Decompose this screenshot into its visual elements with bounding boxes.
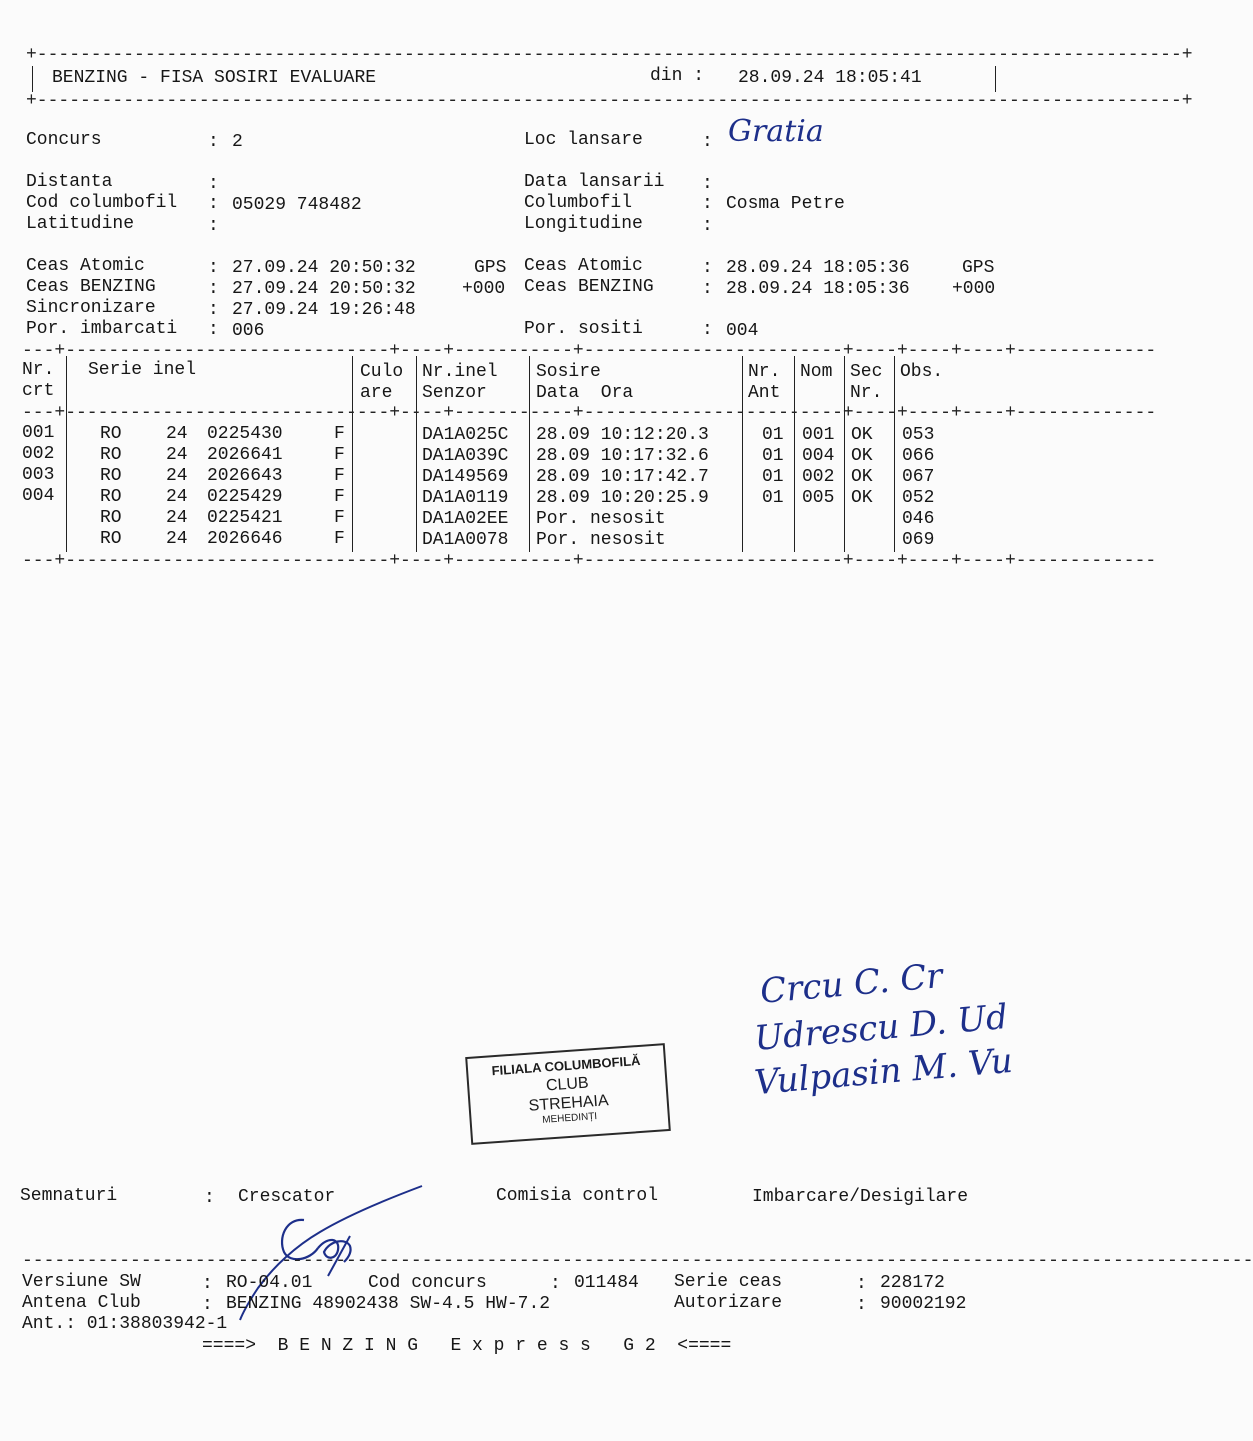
ceas-atomic-end-colon: :: [702, 258, 713, 278]
table-row-ring: 2026643: [207, 466, 283, 486]
table-row-ring: 0225429: [207, 487, 283, 507]
table-row-sensor: DA149569: [422, 467, 509, 487]
table-row-obs: 046: [902, 509, 935, 529]
cod-concurs-colon: :: [550, 1274, 561, 1294]
semnaturi-colon: :: [204, 1188, 215, 1208]
table-row-sex: F: [334, 466, 345, 486]
antena-club-value: BENZING 48902438 SW-4.5 HW-7.2: [226, 1294, 551, 1314]
header-top-border: +----------------------------------------------------------------------------------------------------------+: [26, 45, 1193, 65]
table-row-obs: 053: [902, 425, 935, 445]
concurs-colon: :: [208, 132, 219, 152]
handwritten-name-1: Crcu C. Cr: [758, 956, 945, 1012]
table-row-sec: OK: [851, 467, 873, 487]
versiune-sw-value: RO-04.01: [226, 1273, 313, 1293]
ceas-benzing-end-extra: +000: [952, 279, 996, 299]
table-row-obs: 066: [902, 446, 935, 466]
table-header-border: ---+------------------------------+----+-----------+------------------------+----+----+----+-------------: [22, 403, 1157, 423]
header-nr-inel: Nr.inel: [422, 362, 498, 382]
col-divider-nom: [844, 356, 845, 552]
header-sec-nr: Nr.: [850, 383, 883, 403]
ant-line: Ant.: 01:38803942-1: [22, 1314, 228, 1334]
stamp-line-1: FILIALA COLUMBOFILĂ: [491, 1052, 641, 1079]
ceas-benzing-end-colon: :: [702, 279, 713, 299]
stamp-line-4: MEHEDINȚI: [541, 1111, 598, 1126]
concurs-label: Concurs: [26, 130, 102, 150]
por-sositi-label: Por. sositi: [524, 319, 643, 339]
table-row-obs: 052: [902, 488, 935, 508]
por-sositi-colon: :: [702, 320, 713, 340]
table-row-sosire: 28.09 10:12:20.3: [536, 425, 709, 445]
concurs-value: 2: [232, 132, 243, 152]
por-imbarcati-value: 006: [232, 321, 265, 341]
table-row-sec: OK: [851, 488, 873, 508]
table-row-sec: OK: [851, 446, 873, 466]
serie-ceas-value: 228172: [880, 1273, 945, 1293]
stamp-line-2: CLUB: [545, 1074, 590, 1095]
table-bottom-border: ---+------------------------------+----+-----------+------------------------+----+----+----+-------------: [22, 551, 1157, 571]
columbofil-value: Cosma Petre: [726, 194, 845, 214]
col-divider-sensor: [529, 356, 530, 552]
imbarcare-label: Imbarcare/Desigilare: [752, 1187, 969, 1207]
comisia-control-label: Comisia control: [496, 1186, 659, 1206]
sincronizare-colon: :: [208, 300, 219, 320]
table-row-sosire: 28.09 10:17:32.6: [536, 446, 709, 466]
ceas-atomic-end-extra: GPS: [962, 258, 995, 278]
table-row-ant: 01: [762, 467, 784, 487]
table-row-country: RO: [100, 508, 122, 528]
header-crt: crt: [22, 381, 55, 401]
ceas-benzing-end-value: 28.09.24 18:05:36: [726, 279, 910, 299]
table-row-sosire: 28.09 10:20:25.9: [536, 488, 709, 508]
antena-club-label: Antena Club: [22, 1293, 141, 1313]
document-title: BENZING - FISA SOSIRI EVALUARE: [52, 68, 377, 88]
header-data-ora: Data Ora: [536, 383, 634, 403]
table-row-sex: F: [334, 424, 345, 444]
col-divider-culo: [416, 356, 417, 552]
table-row-ring: 0225430: [207, 424, 283, 444]
handwritten-name-3: Vulpasin M. Vu: [752, 1040, 1015, 1104]
footer-separator: ------------------------------------------------------------------------------------------------------------------: [22, 1251, 1253, 1271]
crescator-label: Crescator: [238, 1187, 336, 1207]
loc-lansare-colon: :: [702, 132, 713, 152]
table-row-ant: 01: [762, 446, 784, 466]
distanta-label: Distanta: [26, 172, 113, 192]
ceas-atomic-start-colon: :: [208, 258, 219, 278]
table-row-nom: 005: [802, 488, 835, 508]
header-culo: Culo: [360, 362, 404, 382]
loc-lansare-handwritten: Gratia: [728, 114, 824, 149]
autorizare-value: 90002192: [880, 1294, 967, 1314]
semnaturi-label: Semnaturi: [20, 1186, 118, 1206]
table-row-year: 24: [166, 508, 188, 528]
table-row-obs: 069: [902, 530, 935, 550]
ceas-benzing-start-label: Ceas BENZING: [26, 277, 156, 297]
header-culoare: are: [360, 383, 393, 403]
club-stamp: [465, 1043, 671, 1145]
versiune-sw-colon: :: [202, 1274, 213, 1294]
latitudine-colon: :: [208, 216, 219, 236]
table-row-sensor: DA1A025C: [422, 425, 509, 445]
ceas-atomic-start-extra: GPS: [474, 258, 507, 278]
sincronizare-value: 27.09.24 19:26:48: [232, 300, 416, 320]
header-nr-ant: Nr.: [748, 362, 781, 382]
header-right-border: [995, 66, 996, 92]
table-row-sensor: DA1A0119: [422, 488, 509, 508]
table-row-crt: 001: [22, 423, 55, 443]
ceas-benzing-start-extra: +000: [462, 279, 506, 299]
table-row-sensor: DA1A02EE: [422, 509, 509, 529]
latitudine-label: Latitudine: [26, 214, 135, 234]
table-row-year: 24: [166, 424, 188, 444]
header-nom: Nom: [800, 362, 833, 382]
table-row-country: RO: [100, 445, 122, 465]
col-divider-serie: [352, 356, 353, 552]
table-top-border: ---+------------------------------+----+-----------+------------------------+----+----+----+-------------: [22, 341, 1157, 361]
table-row-sosire: Por. nesosit: [536, 530, 666, 550]
table-row-sex: F: [334, 487, 345, 507]
header-sosire: Sosire: [536, 362, 601, 382]
stamp-line-3: STREHAIA: [528, 1092, 610, 1115]
header-sec: Sec: [850, 362, 883, 382]
ceas-atomic-end-value: 28.09.24 18:05:36: [726, 258, 910, 278]
cod-concurs-label: Cod concurs: [368, 1273, 487, 1293]
cod-concurs-value: 011484: [574, 1273, 639, 1293]
table-row-nom: 004: [802, 446, 835, 466]
table-row-year: 24: [166, 445, 188, 465]
table-row-ring: 0225421: [207, 508, 283, 528]
table-row-sex: F: [334, 508, 345, 528]
table-row-country: RO: [100, 466, 122, 486]
cod-columbofil-label: Cod columbofil: [26, 193, 178, 213]
table-row-country: RO: [100, 529, 122, 549]
loc-lansare-label: Loc lansare: [524, 130, 643, 150]
autorizare-colon: :: [856, 1295, 867, 1315]
table-row-crt: 002: [22, 444, 55, 464]
longitudine-label: Longitudine: [524, 214, 643, 234]
handwritten-name-2: Udrescu D. Ud: [752, 997, 1010, 1059]
serie-ceas-label: Serie ceas: [674, 1272, 783, 1292]
table-row-nom: 001: [802, 425, 835, 445]
table-row-sex: F: [334, 529, 345, 549]
table-row-crt: 003: [22, 465, 55, 485]
table-row-year: 24: [166, 487, 188, 507]
ceas-atomic-start-label: Ceas Atomic: [26, 256, 145, 276]
col-divider-crt: [66, 356, 67, 552]
table-row-sec: OK: [851, 425, 873, 445]
table-row-sensor: DA1A039C: [422, 446, 509, 466]
por-imbarcati-colon: :: [208, 320, 219, 340]
distanta-colon: :: [208, 174, 219, 194]
benzing-banner: ====> B E N Z I N G E x p r e s s G 2 <====: [202, 1336, 732, 1356]
header-obs: Obs.: [900, 362, 944, 382]
table-row-obs: 067: [902, 467, 935, 487]
autorizare-label: Autorizare: [674, 1293, 783, 1313]
table-row-year: 24: [166, 529, 188, 549]
table-row-sosire: 28.09 10:17:42.7: [536, 467, 709, 487]
antena-club-colon: :: [202, 1295, 213, 1315]
table-row-country: RO: [100, 487, 122, 507]
table-row-year: 24: [166, 466, 188, 486]
longitudine-colon: :: [702, 216, 713, 236]
table-row-ring: 2026641: [207, 445, 283, 465]
cod-columbofil-value: 05029 748482: [232, 195, 362, 215]
ceas-benzing-start-colon: :: [208, 279, 219, 299]
ceas-benzing-start-value: 27.09.24 20:50:32: [232, 279, 416, 299]
table-row-sosire: Por. nesosit: [536, 509, 666, 529]
ceas-atomic-end-label: Ceas Atomic: [524, 256, 643, 276]
table-row-sensor: DA1A0078: [422, 530, 509, 550]
ceas-atomic-start-value: 27.09.24 20:50:32: [232, 258, 416, 278]
header-serie-inel: Serie inel: [88, 360, 197, 380]
header-senzor: Senzor: [422, 383, 487, 403]
table-row-ant: 01: [762, 425, 784, 445]
data-lansarii-label: Data lansarii: [524, 172, 665, 192]
col-divider-sec: [894, 356, 895, 552]
header-left-border: [32, 66, 33, 92]
versiune-sw-label: Versiune SW: [22, 1272, 141, 1292]
table-row-ring: 2026646: [207, 529, 283, 549]
serie-ceas-colon: :: [856, 1274, 867, 1294]
columbofil-colon: :: [702, 194, 713, 214]
table-row-country: RO: [100, 424, 122, 444]
sincronizare-label: Sincronizare: [26, 298, 156, 318]
col-divider-sosire: [742, 356, 743, 552]
table-row-nom: 002: [802, 467, 835, 487]
table-row-sex: F: [334, 445, 345, 465]
por-imbarcati-label: Por. imbarcati: [26, 319, 178, 339]
data-lansarii-colon: :: [702, 174, 713, 194]
columbofil-label: Columbofil: [524, 193, 633, 213]
por-sositi-value: 004: [726, 321, 759, 341]
header-bottom-border: +----------------------------------------------------------------------------------------------------------+: [26, 91, 1193, 111]
col-divider-ant: [794, 356, 795, 552]
header-nr: Nr.: [22, 360, 55, 380]
din-timestamp: 28.09.24 18:05:41: [738, 68, 922, 88]
din-label: din :: [650, 66, 705, 86]
ceas-benzing-end-label: Ceas BENZING: [524, 277, 654, 297]
header-ant: Ant: [748, 383, 781, 403]
table-row-crt: 004: [22, 486, 55, 506]
table-row-ant: 01: [762, 488, 784, 508]
cod-columbofil-colon: :: [208, 194, 219, 214]
